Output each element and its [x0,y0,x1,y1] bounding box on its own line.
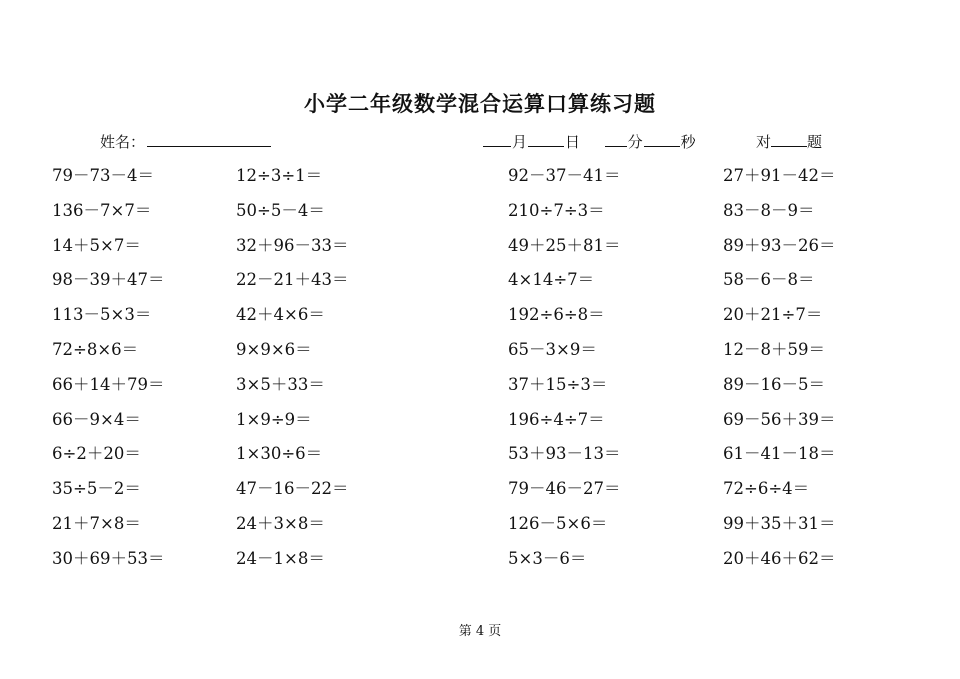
problem: 83－8－9＝ [723,200,815,220]
problem-column-1 [52,163,165,581]
month-blank[interactable] [483,133,511,147]
problem: 79－73－4＝ [52,166,154,185]
problem-column-4 [723,163,836,581]
problem: 1×9÷9＝ [236,409,312,429]
problem: 20＋46＋62＝ [723,548,836,568]
problem: 98－39＋47＝ [52,270,165,290]
name-blank[interactable] [147,133,271,147]
problem: 30＋69＋53＝ [52,548,165,568]
problem: 65－3×9＝ [508,339,597,359]
problem: 12÷3÷1＝ [236,166,323,185]
score-field [756,131,822,152]
problem: 53＋93－13＝ [508,444,621,464]
day-label: 日 [565,133,581,151]
problem: 42＋4×6＝ [236,305,325,325]
problem: 58－6－8＝ [723,270,815,290]
second-blank[interactable] [644,133,680,147]
problem: 37＋15÷3＝ [508,374,608,394]
problem: 21＋7×8＝ [52,513,141,533]
problem: 66－9×4＝ [52,409,141,429]
problem-column-3 [508,163,621,581]
problem: 50÷5－4＝ [236,200,325,220]
problem: 89＋93－26＝ [723,235,836,255]
problem: 192÷6÷8＝ [508,305,605,325]
problem: 49＋25＋81＝ [508,235,621,255]
problem: 210÷7÷3＝ [508,200,605,220]
problem: 72÷8×6＝ [52,339,139,359]
problem: 99＋35＋31＝ [723,513,836,533]
correct-label: 对 [756,133,772,151]
problem: 61－41－18＝ [723,444,836,464]
problem: 66＋14＋79＝ [52,374,165,394]
problem: 27＋91－42＝ [723,166,836,185]
problem: 136－7×7＝ [52,200,152,220]
problem: 9×9×6＝ [236,339,312,359]
problem: 92－37－41＝ [508,166,621,185]
problem: 14＋5×7＝ [52,235,141,255]
problem: 72÷6÷4＝ [723,479,810,499]
time-record [483,131,697,152]
problem: 32＋96－33＝ [236,235,349,255]
page-title: 小学二年级数学混合运算口算练习题 [304,91,656,116]
month-label: 月 [512,133,528,151]
problem: 35÷5－2＝ [52,479,141,499]
problem: 47－16－22＝ [236,479,349,499]
page-number: 第 4 页 [458,624,502,639]
question-label: 题 [807,133,823,151]
problem: 24－1×8＝ [236,548,325,568]
minute-label: 分 [627,133,643,151]
name-label: 姓名： [100,133,146,151]
problem: 69－56＋39＝ [723,409,836,429]
problem: 12－8＋59＝ [723,339,825,359]
name-field [100,131,271,152]
problem-column-2 [236,163,349,581]
second-label: 秒 [680,133,696,151]
problem: 113－5×3＝ [52,305,152,325]
problem: 79－46－27＝ [508,479,621,499]
problem: 126－5×6＝ [508,513,608,533]
problem: 1×30÷6＝ [236,444,323,464]
minute-blank[interactable] [605,133,627,147]
problem: 5×3－6＝ [508,548,587,568]
problem: 22－21＋43＝ [236,270,349,290]
problem: 6÷2＋20＝ [52,444,141,464]
problem: 24＋3×8＝ [236,513,325,533]
problem: 3×5＋33＝ [236,374,325,394]
day-blank[interactable] [528,133,564,147]
problem: 89－16－5＝ [723,374,825,394]
problem: 20＋21÷7＝ [723,305,823,325]
problem: 196÷4÷7＝ [508,409,605,429]
correct-blank[interactable] [771,133,807,147]
problem: 4×14÷7＝ [508,270,595,290]
